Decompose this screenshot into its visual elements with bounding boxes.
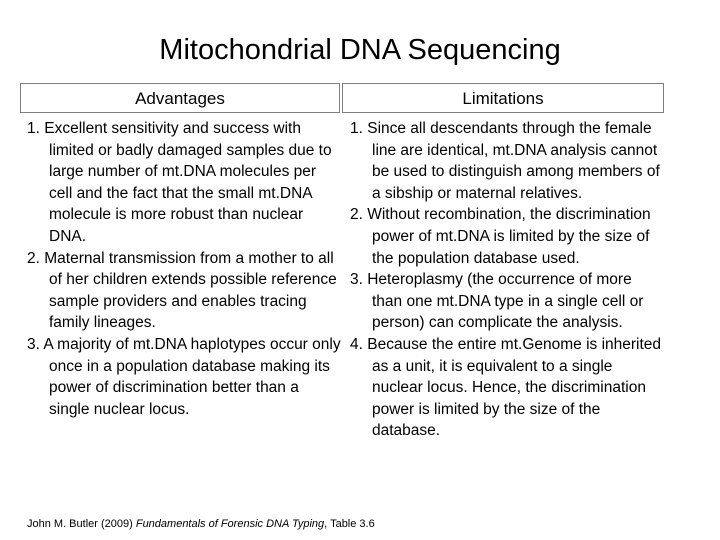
- limitation-item-4: 4. Because the entire mt.Genome is inherited as a unit, it is equivalent to a single nuclear locus. Hence, the discrimination power is limited by the size of the database.: [350, 335, 662, 440]
- advantages-header: Advantages: [20, 83, 340, 113]
- citation-table-ref: , Table 3.6: [324, 518, 375, 530]
- advantage-item-3: 3. A majority of mt.DNA haplotypes occur only once in a population database making its power of discrimination better than a single nuclear locus.: [27, 335, 341, 418]
- limitation-item-2: 2. Without recombination, the discrimination power of mt.DNA is limited by the size of the population database used.: [350, 206, 651, 267]
- limitation-item-3: 3. Heteroplasmy (the occurrence of more than one mt.DNA type in a single cell or person) can complicate the analysis.: [350, 271, 644, 332]
- advantage-item-2: 2. Maternal transmission from a mother to all of her children extends possible reference sample providers and enables tracing family lineages.: [27, 249, 337, 332]
- citation-author: John M. Butler (2009): [27, 518, 136, 530]
- limitations-header: Limitations: [342, 83, 664, 113]
- citation-book-title: Fundamentals of Forensic DNA Typing: [135, 518, 325, 530]
- limitations-list: [350, 118, 665, 442]
- page-title: Mitochondrial DNA Sequencing: [159, 34, 561, 66]
- advantage-item-1: 1. Excellent sensitivity and success with limited or badly damaged samples due to large number of mt.DNA molecules per cell and the fact that the small mt.DNA molecule is more robust than nuclear DNA.: [27, 120, 332, 245]
- advantages-list: [27, 118, 342, 420]
- citation: [27, 517, 375, 531]
- limitation-item-1: 1. Since all descendants through the female line are identical, mt.DNA analysis cannot be used to distinguish among members of a sibship or maternal relatives.: [350, 120, 660, 202]
